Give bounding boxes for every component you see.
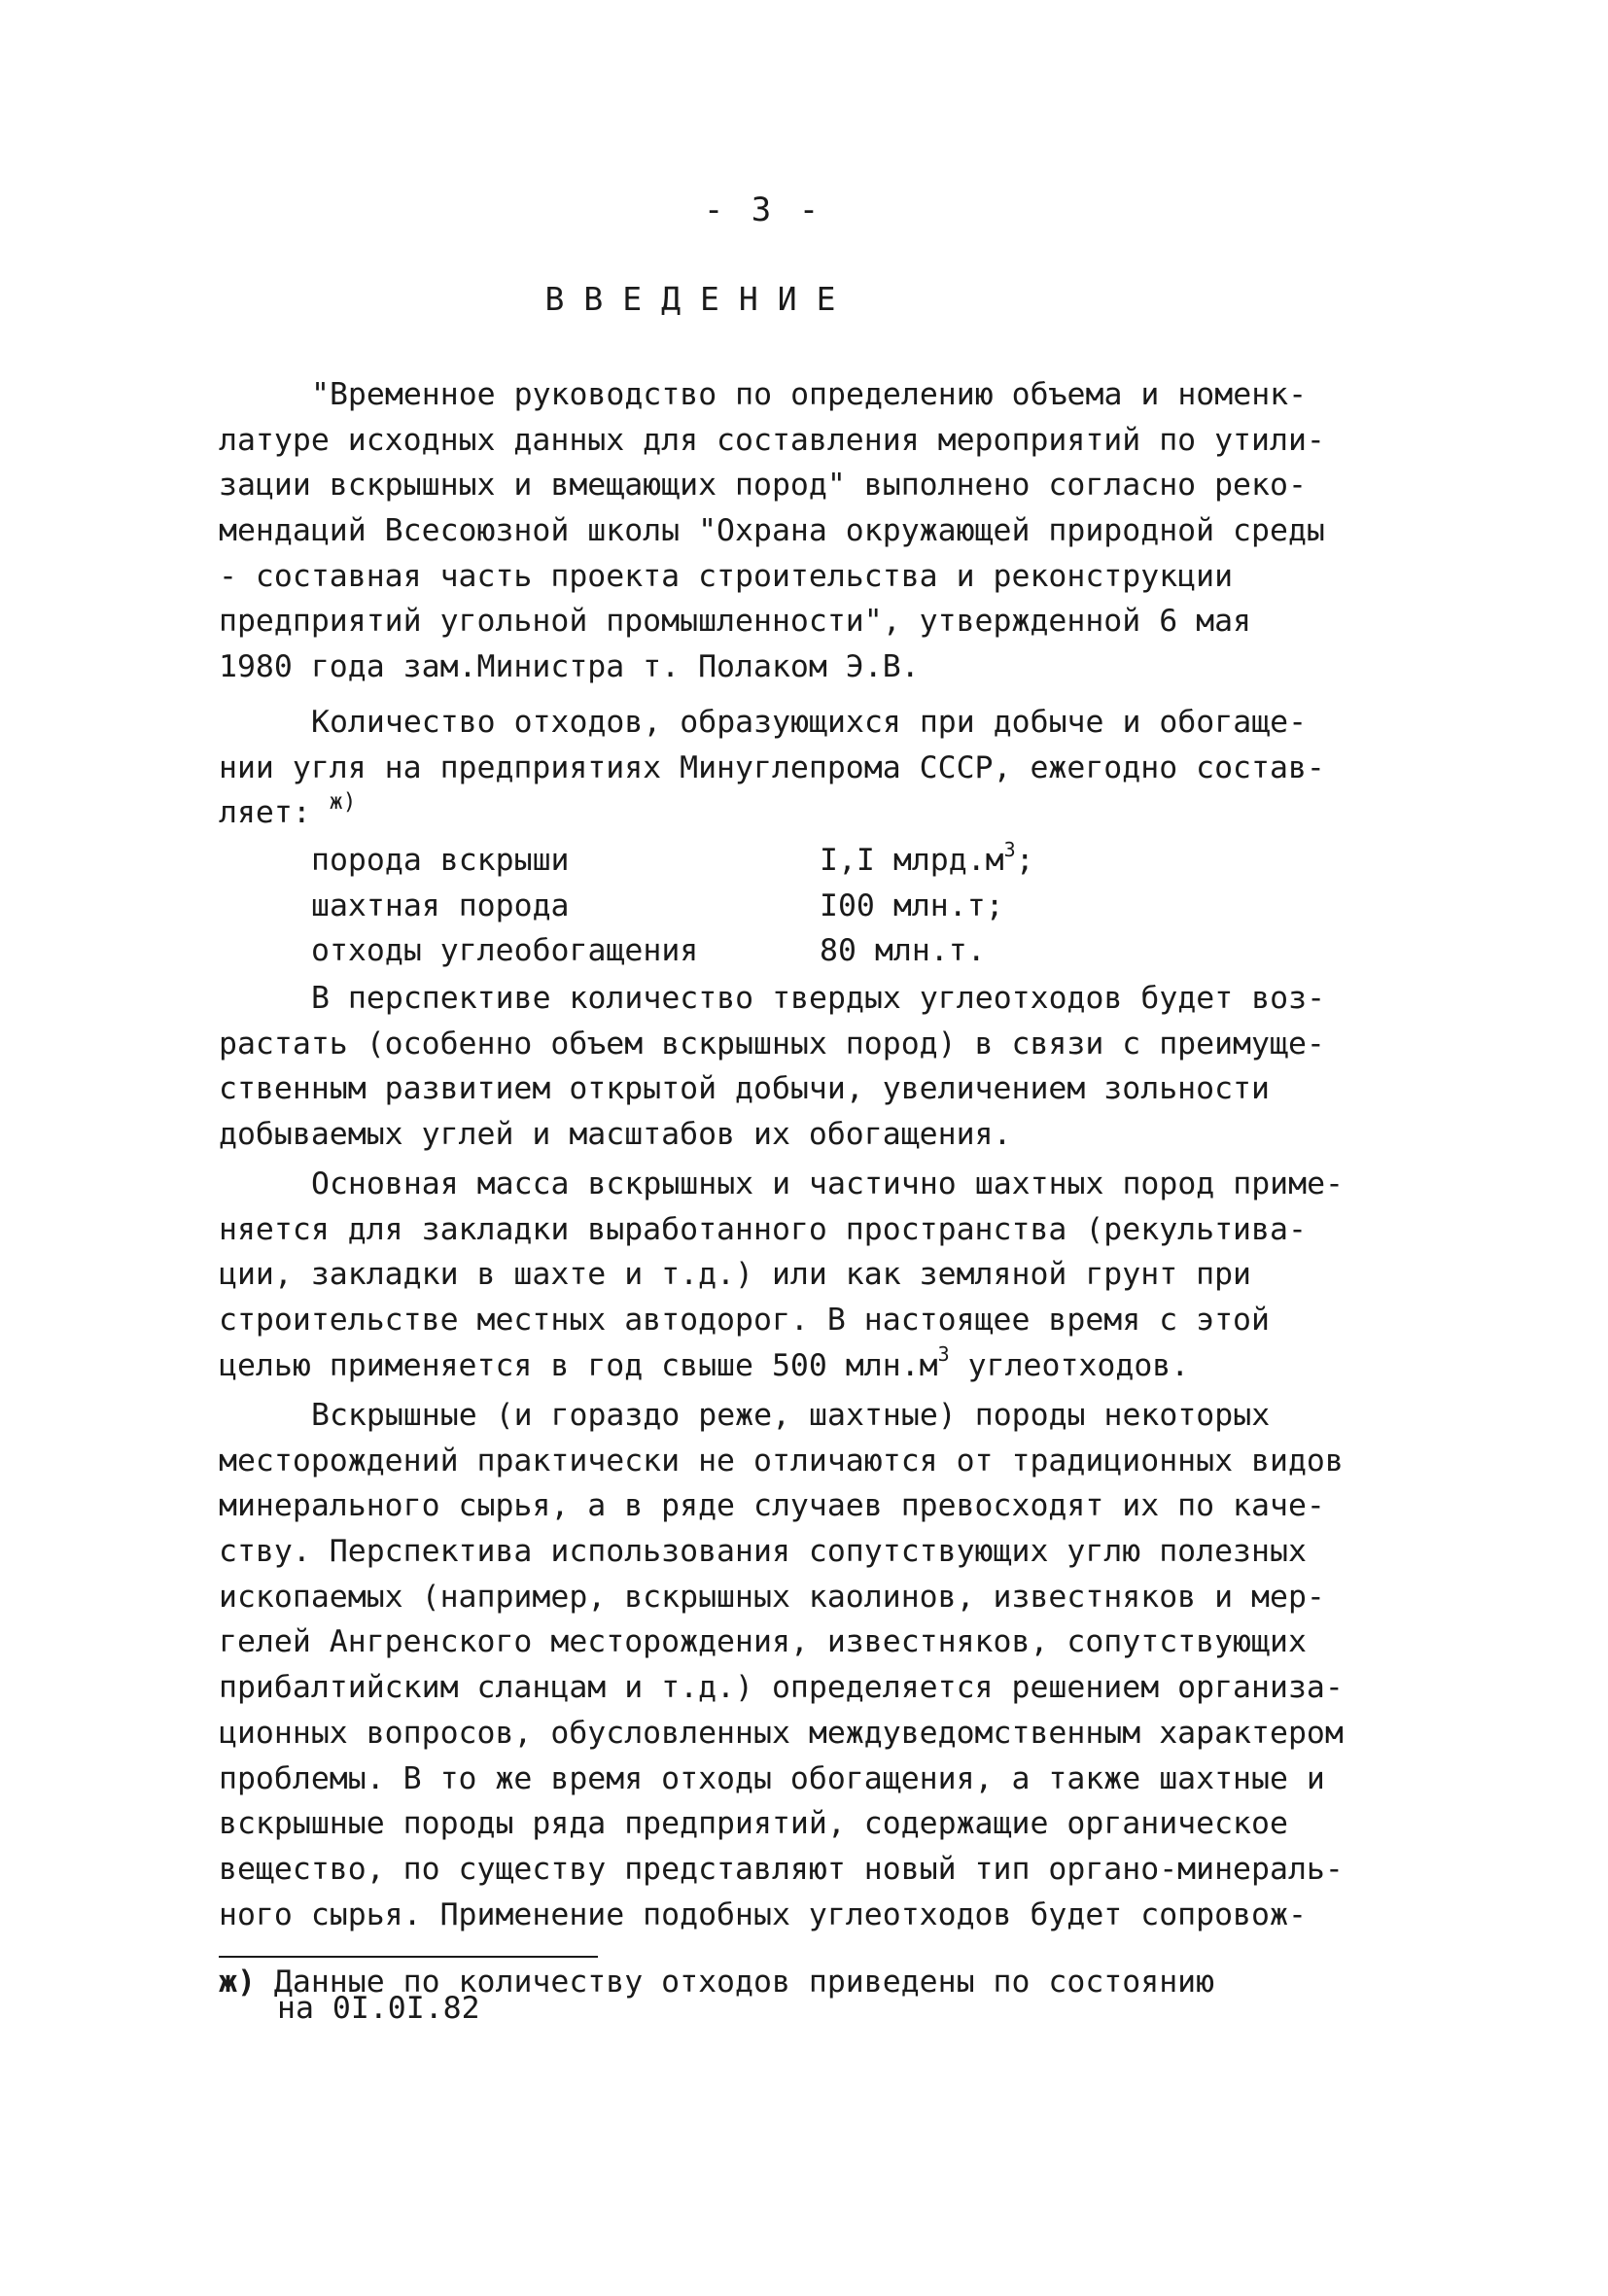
footnote-divider bbox=[219, 1956, 598, 1958]
text-line: вещество, по существу представляют новый тип органо-минераль- bbox=[219, 1851, 1344, 1887]
text-line: предприятий угольной промышленности", утвержденной 6 мая bbox=[219, 604, 1252, 640]
text-line: ственным развитием открытой добычи, увеличением зольности bbox=[219, 1071, 1270, 1107]
text-line: добываемых углей и масштабов их обогащения. bbox=[219, 1117, 1012, 1153]
text-line: строительстве местных автодорог. В настоящее время с этой bbox=[219, 1303, 1270, 1339]
paragraph-usage bbox=[219, 1162, 1366, 1388]
waste-item-name: порода вскрыши bbox=[311, 843, 570, 878]
waste-item bbox=[219, 838, 1366, 884]
footnote bbox=[219, 1965, 1215, 2026]
text-line: латуре исходных данных для составления мероприятий по утили- bbox=[219, 422, 1325, 458]
waste-item-name: отходы углеобогащения bbox=[311, 933, 699, 969]
text-line: ционных вопросов, обусловленных междуведомственным характером bbox=[219, 1715, 1344, 1751]
waste-item-name: шахтная порода bbox=[311, 887, 570, 923]
text-line: 1980 года зам.Министра т. Полаком Э.В. bbox=[219, 649, 920, 685]
text-line: месторождений практически не отличаются от традиционных видов bbox=[219, 1443, 1344, 1478]
text-line: мендаций Всесоюзной школы "Охрана окружающей природной среды bbox=[219, 513, 1325, 549]
text-line: ископаемых (например, вскрышных каолинов, известняков и мер- bbox=[219, 1579, 1325, 1615]
text-line: ции, закладки в шахте и т.д.) или как земляной грунт при bbox=[219, 1257, 1252, 1293]
footnote-line: на 0I.0I.82 bbox=[277, 1991, 480, 2026]
text-line: гелей Ангренского месторождения, известняков, сопутствующих bbox=[219, 1624, 1307, 1660]
text-line bbox=[219, 1343, 1366, 1389]
waste-item bbox=[219, 884, 1366, 929]
paragraph-intro bbox=[219, 372, 1366, 690]
waste-item-value: I00 млн.т; bbox=[820, 887, 1004, 923]
value-text: I,I млрд.м bbox=[820, 843, 1004, 878]
text-line: няется для закладки выработанного пространства (рекультива- bbox=[219, 1211, 1307, 1247]
text-line: Основная масса вскрышных и частично шахтных пород приме- bbox=[311, 1166, 1345, 1201]
paragraph-waste-quantity bbox=[219, 700, 1366, 836]
superscript: 3 bbox=[1003, 837, 1016, 861]
paragraph-overburden bbox=[219, 1393, 1366, 1937]
text-fragment: ляет: bbox=[219, 795, 311, 831]
text-line: зации вскрышных и вмещающих пород" выполнено согласно реко- bbox=[219, 468, 1307, 504]
text-line: растать (особенно объем вскрышных пород) в связи с преимуще- bbox=[219, 1026, 1325, 1061]
waste-item-value: 80 млн.т. bbox=[820, 933, 986, 969]
value-tail: ; bbox=[1015, 843, 1034, 878]
superscript: 3 bbox=[937, 1342, 950, 1367]
text-line: ству. Перспектива использования сопутствующих углю полезных bbox=[219, 1534, 1307, 1570]
text-line: прибалтийским сланцам и т.д.) определяется решением организа- bbox=[219, 1670, 1344, 1706]
text-line: вскрышные породы ряда предприятий, содержащие органическое bbox=[219, 1806, 1288, 1842]
text-line-with-footnote bbox=[219, 790, 1366, 836]
footnote-text: Данные по количеству отходов приведены по состоянию bbox=[255, 1965, 1215, 2000]
paragraph-perspective bbox=[219, 976, 1366, 1158]
footnote-reference: ж) bbox=[329, 789, 357, 816]
text-line: Количество отходов, образующихся при добыче и обогаще- bbox=[311, 705, 1308, 740]
text-line: Вскрышные (и гораздо реже, шахтные) породы некоторых bbox=[311, 1398, 1271, 1433]
text-line: - составная часть проекта строительства и реконструкции bbox=[219, 558, 1234, 594]
text-line: "Временное руководство по определению объема и номенк- bbox=[311, 377, 1308, 412]
text-line: проблемы. В то же время отходы обогащения, а также шахтные и bbox=[219, 1760, 1325, 1796]
footnote-mark: ж) bbox=[219, 1965, 256, 2000]
text-line: ного сырья. Применение подобных углеотходов будет сопровож- bbox=[219, 1896, 1307, 1932]
text-fragment: целью применяется в год свыше 500 млн.м bbox=[219, 1347, 938, 1383]
waste-list bbox=[219, 838, 1366, 974]
text-line: В перспективе количество твердых углеотходов будет воз- bbox=[311, 981, 1326, 1016]
waste-item-value bbox=[820, 838, 1034, 884]
waste-item bbox=[219, 928, 1366, 974]
text-line: нии угля на предприятиях Минуглепрома СССР, ежегодно состав- bbox=[219, 749, 1325, 785]
text-line: минерального сырья, а в ряде случаев превосходят их по каче- bbox=[219, 1488, 1325, 1524]
page-number: - 3 - bbox=[703, 191, 823, 229]
section-heading: ВВЕДЕНИЕ bbox=[544, 280, 856, 318]
text-fragment: углеотходов. bbox=[949, 1347, 1190, 1383]
